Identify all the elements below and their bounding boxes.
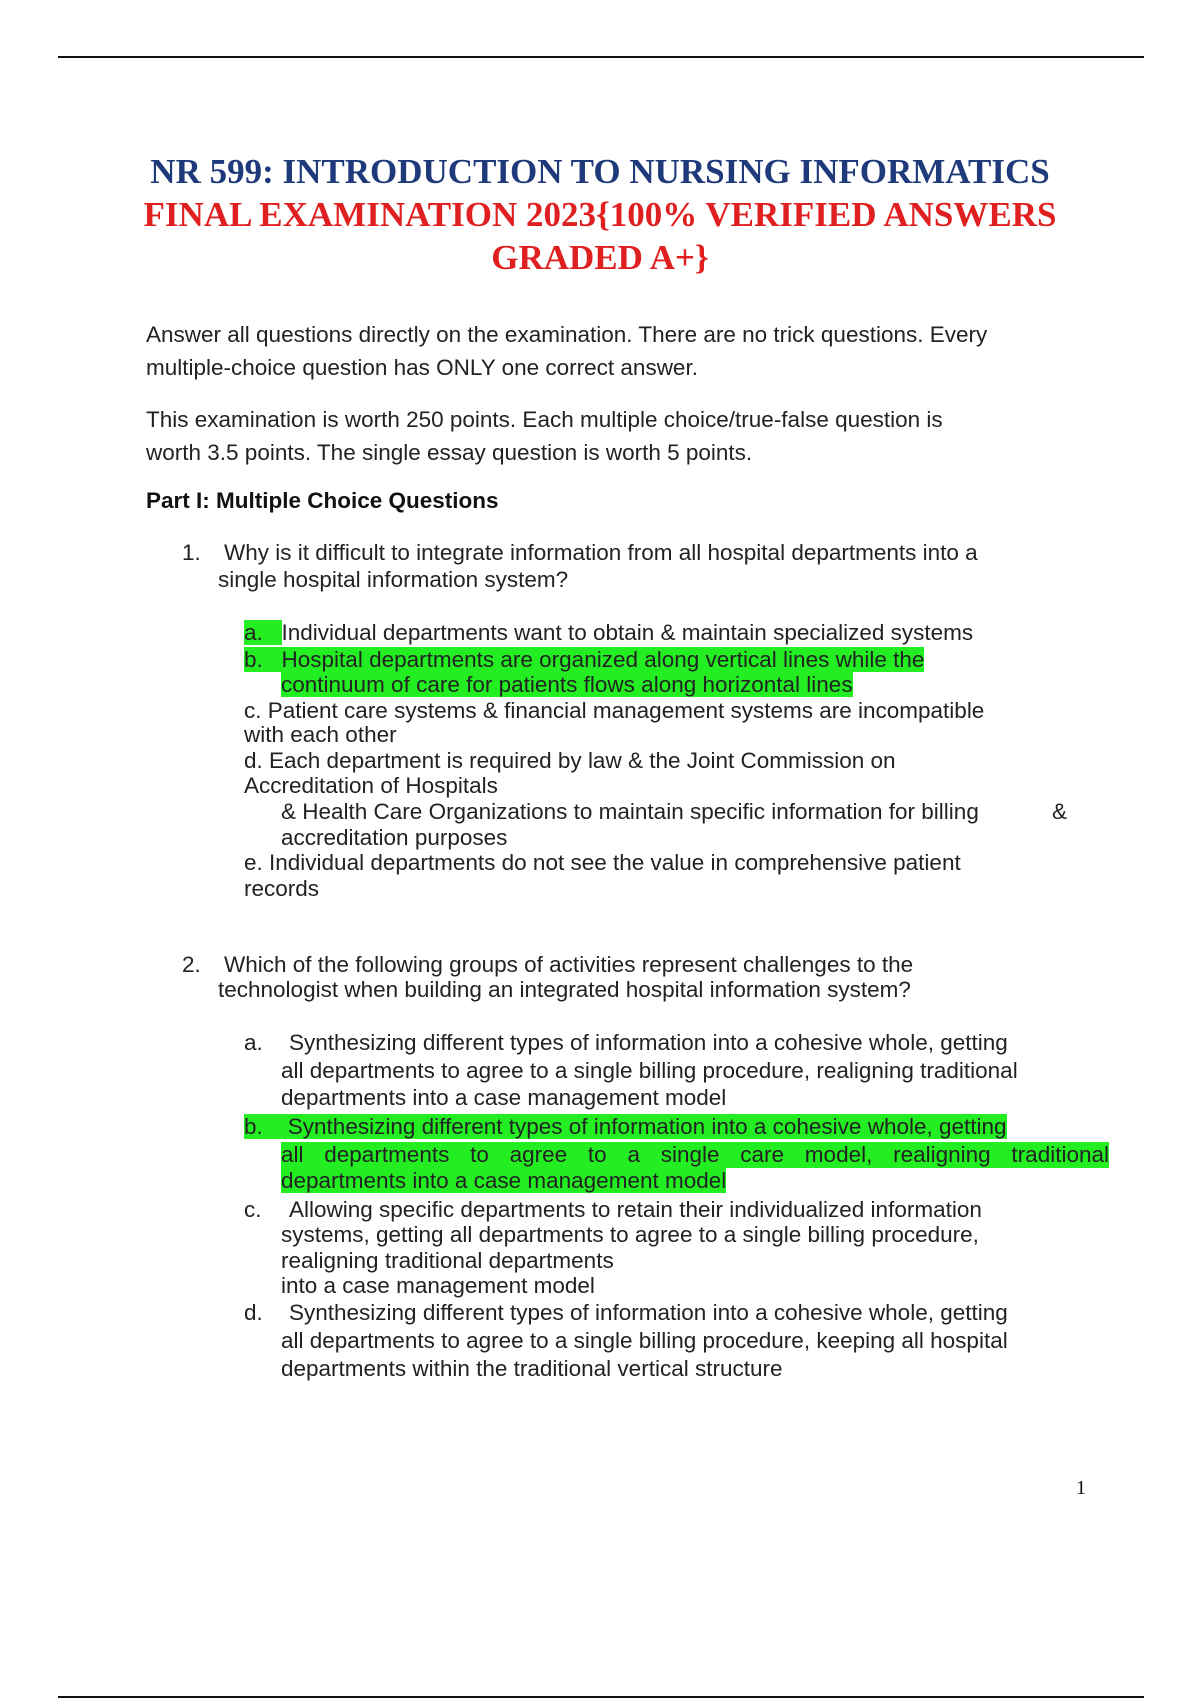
- q1-option-a-text: Individual departments want to obtain & maintain specialized systems: [281, 620, 974, 645]
- q2-option-d-line2: all departments to agree to a single billing procedure, keeping all hospital: [281, 1328, 1008, 1353]
- q2-number: 2.: [182, 952, 201, 977]
- q2-option-d-letter: d.: [244, 1300, 263, 1325]
- q1-option-b-text2: continuum of care for patients flows along horizontal lines: [281, 672, 853, 697]
- q1-option-d-line3: & Health Care Organizations to maintain specific information for billing: [281, 799, 979, 824]
- q2-option-c-line4: into a case management model: [281, 1273, 595, 1298]
- bottom-rule: [58, 1696, 1144, 1698]
- q1-text-line1: Why is it difficult to integrate information from all hospital departments into a: [224, 540, 978, 565]
- q1-option-b-line1: [244, 647, 924, 673]
- q1-option-d-line2: Accreditation of Hospitals: [244, 773, 498, 798]
- q2-option-a-line2: all departments to agree to a single billing procedure, realigning traditional: [281, 1058, 1018, 1083]
- instructions-p1-line2: multiple-choice question has ONLY one correct answer.: [146, 355, 698, 380]
- title-line-2: FINAL EXAMINATION 2023{100% VERIFIED ANSWERS: [143, 195, 1057, 234]
- q1-option-e-line2: records: [244, 876, 320, 901]
- page-number: 1: [1076, 1477, 1086, 1499]
- q2-option-a-line1: Synthesizing different types of information into a cohesive whole, getting: [289, 1030, 1008, 1055]
- q1-option-a-letter: a.: [244, 620, 263, 645]
- q2-option-b-line2: all departments to agree to a single care model, realigning traditional: [281, 1142, 1109, 1167]
- q1-option-a-gap: [263, 620, 282, 645]
- q2-option-b-letter: b.: [244, 1114, 263, 1139]
- q2-text-line1: Which of the following groups of activities represent challenges to the: [224, 952, 914, 977]
- q2-option-b-gap: [263, 1114, 288, 1139]
- q1-option-c-line1: c. Patient care systems & financial management systems are incompatible: [244, 698, 985, 723]
- title-line-3: GRADED A+}: [491, 238, 709, 277]
- q2-option-b-line3-wrap: [281, 1168, 726, 1194]
- q1-option-b-text1: Hospital departments are organized along vertical lines while the: [281, 647, 925, 672]
- q1-option-d-line1: d. Each department is required by law & the Joint Commission on: [244, 748, 896, 773]
- q2-text-line2: technologist when building an integrated hospital information system?: [218, 977, 911, 1002]
- q1-number: 1.: [182, 540, 201, 565]
- q1-option-b-gap: [263, 647, 282, 672]
- q2-option-a-line3: departments into a case management model: [281, 1085, 727, 1110]
- q2-option-b-line1: [244, 1114, 1007, 1140]
- q2-option-c-letter: c.: [244, 1197, 262, 1222]
- title-line-1: NR 599: INTRODUCTION TO NURSING INFORMATICS: [150, 152, 1050, 191]
- q1-option-a: [244, 620, 973, 646]
- instructions-p2-line1: This examination is worth 250 points. Each multiple choice/true-false question is: [146, 407, 943, 432]
- instructions-p2-line2: worth 3.5 points. The single essay question is worth 5 points.: [146, 440, 753, 465]
- q1-option-d-line4: accreditation purposes: [281, 825, 508, 850]
- instructions-p1-line1: Answer all questions directly on the examination. There are no trick questions. Every: [146, 322, 988, 347]
- top-rule: [58, 56, 1144, 58]
- q2-option-a-letter: a.: [244, 1030, 263, 1055]
- q2-option-c-line3: realigning traditional departments: [281, 1248, 614, 1273]
- q2-option-d-line3: departments within the traditional vertical structure: [281, 1356, 783, 1381]
- q1-option-b-line2: [281, 672, 853, 698]
- q2-option-b-text3: departments into a case management model: [281, 1168, 727, 1193]
- q1-option-b-letter: b.: [244, 647, 263, 672]
- q2-option-d-line1: Synthesizing different types of information into a cohesive whole, getting: [289, 1300, 1008, 1325]
- q1-option-e-line1: e. Individual departments do not see the value in comprehensive patient: [244, 850, 961, 875]
- q1-option-c-line2: with each other: [244, 722, 397, 747]
- q1-text-line2: single hospital information system?: [218, 567, 569, 592]
- q2-option-c-line2: systems, getting all departments to agree to a single billing procedure,: [281, 1222, 979, 1247]
- q2-option-c-line1: Allowing specific departments to retain their individualized information: [289, 1197, 982, 1222]
- section-heading: Part I: Multiple Choice Questions: [146, 488, 499, 513]
- q2-option-b-text1: Synthesizing different types of information into a cohesive whole, getting: [287, 1114, 1007, 1139]
- q1-option-d-ampersand: &: [1052, 799, 1068, 824]
